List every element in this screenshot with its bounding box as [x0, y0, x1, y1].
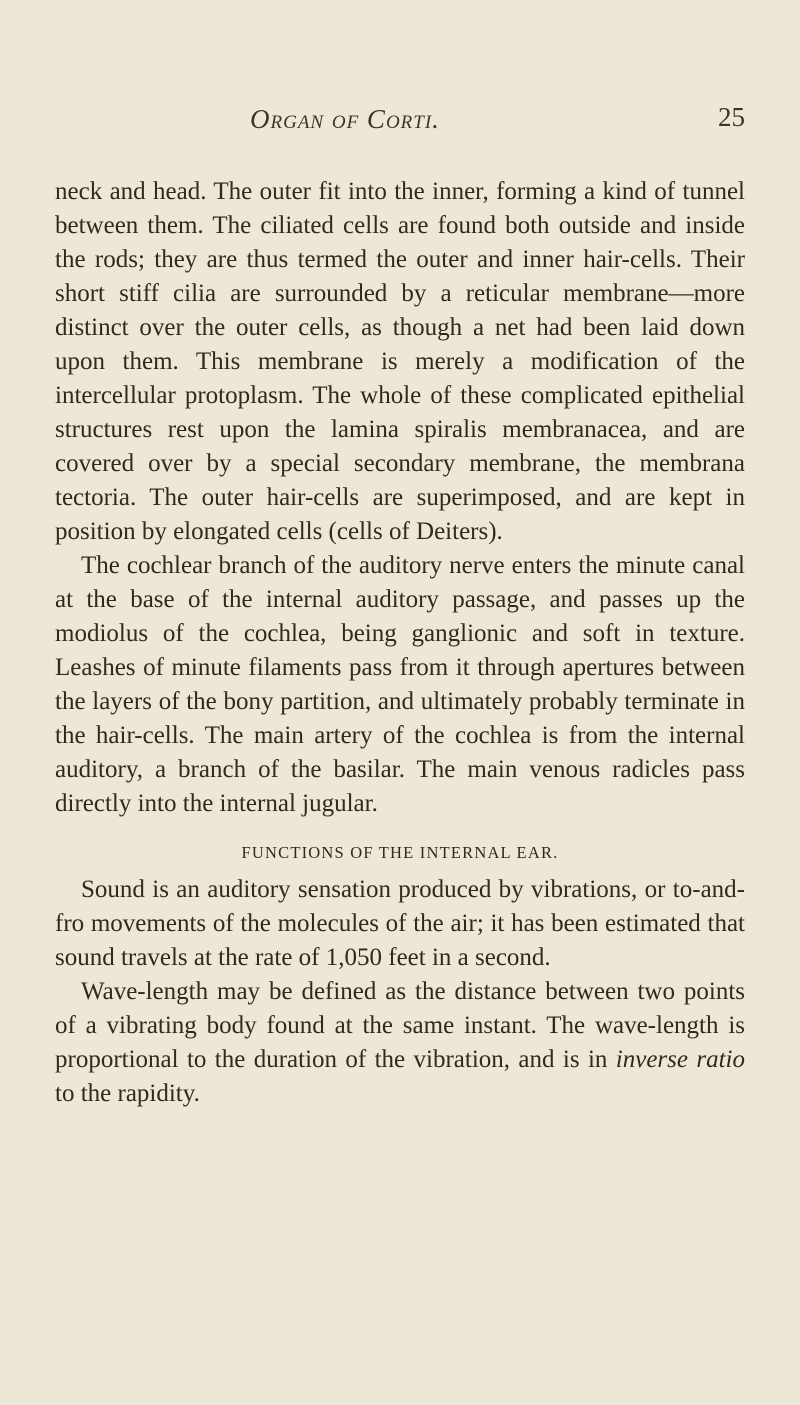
- body-text: [55, 175, 745, 1111]
- wave-length-text-end: to the rapidity.: [55, 1080, 200, 1107]
- paragraph-wave-length: [55, 975, 745, 1111]
- running-head: [55, 96, 745, 136]
- page-number: 25: [718, 102, 745, 132]
- running-title: Organ of Corti.: [250, 104, 440, 134]
- wave-length-text: Wave-length may be defined as the distance between two points of a vibrating body found at the same instant. The wave-length is proportional to the duration of the vibration, and is in: [55, 978, 745, 1073]
- paragraph-sound: Sound is an auditory sensation produced by vibrations, or to-and-fro movements of the molecules of the air; it has been estimated that sound travels at the rate of 1,050 feet in a second.: [55, 876, 745, 971]
- paragraph-cochlear-nerve: The cochlear branch of the auditory nerve enters the minute canal at the base of the internal auditory passage, and passes up the modiolus of the cochlea, being ganglionic and soft in texture. Leashes of minute filaments pass from it through apertures between the layers of the bony partition, and ultimately probably terminate in the hair-cells. The main artery of the cochlea is from the internal auditory, a branch of the basilar. The main venous radicles pass directly into the internal jugular.: [55, 552, 745, 817]
- section-heading: FUNCTIONS OF THE INTERNAL EAR.: [241, 843, 559, 862]
- italic-phrase: inverse ratio: [615, 1046, 745, 1073]
- paragraph-continuation: neck and head. The outer fit into the inner, forming a kind of tunnel between them. The ciliated cells are found both outside and inside the rods; they are thus termed the outer and inner hair-cells. Their short stiff cilia are surrounded by a reticular membrane—more distinct over the outer cells, as though a net had been laid down upon them. This membrane is merely a modification of the intercellular protoplasm. The whole of these complicated epithelial structures rest upon the lamina spiralis membranacea, and are covered over by a special secondary membrane, the membrana tectoria. The outer hair-cells are superimposed, and are kept in position by elongated cells (cells of Deiters).: [55, 178, 745, 545]
